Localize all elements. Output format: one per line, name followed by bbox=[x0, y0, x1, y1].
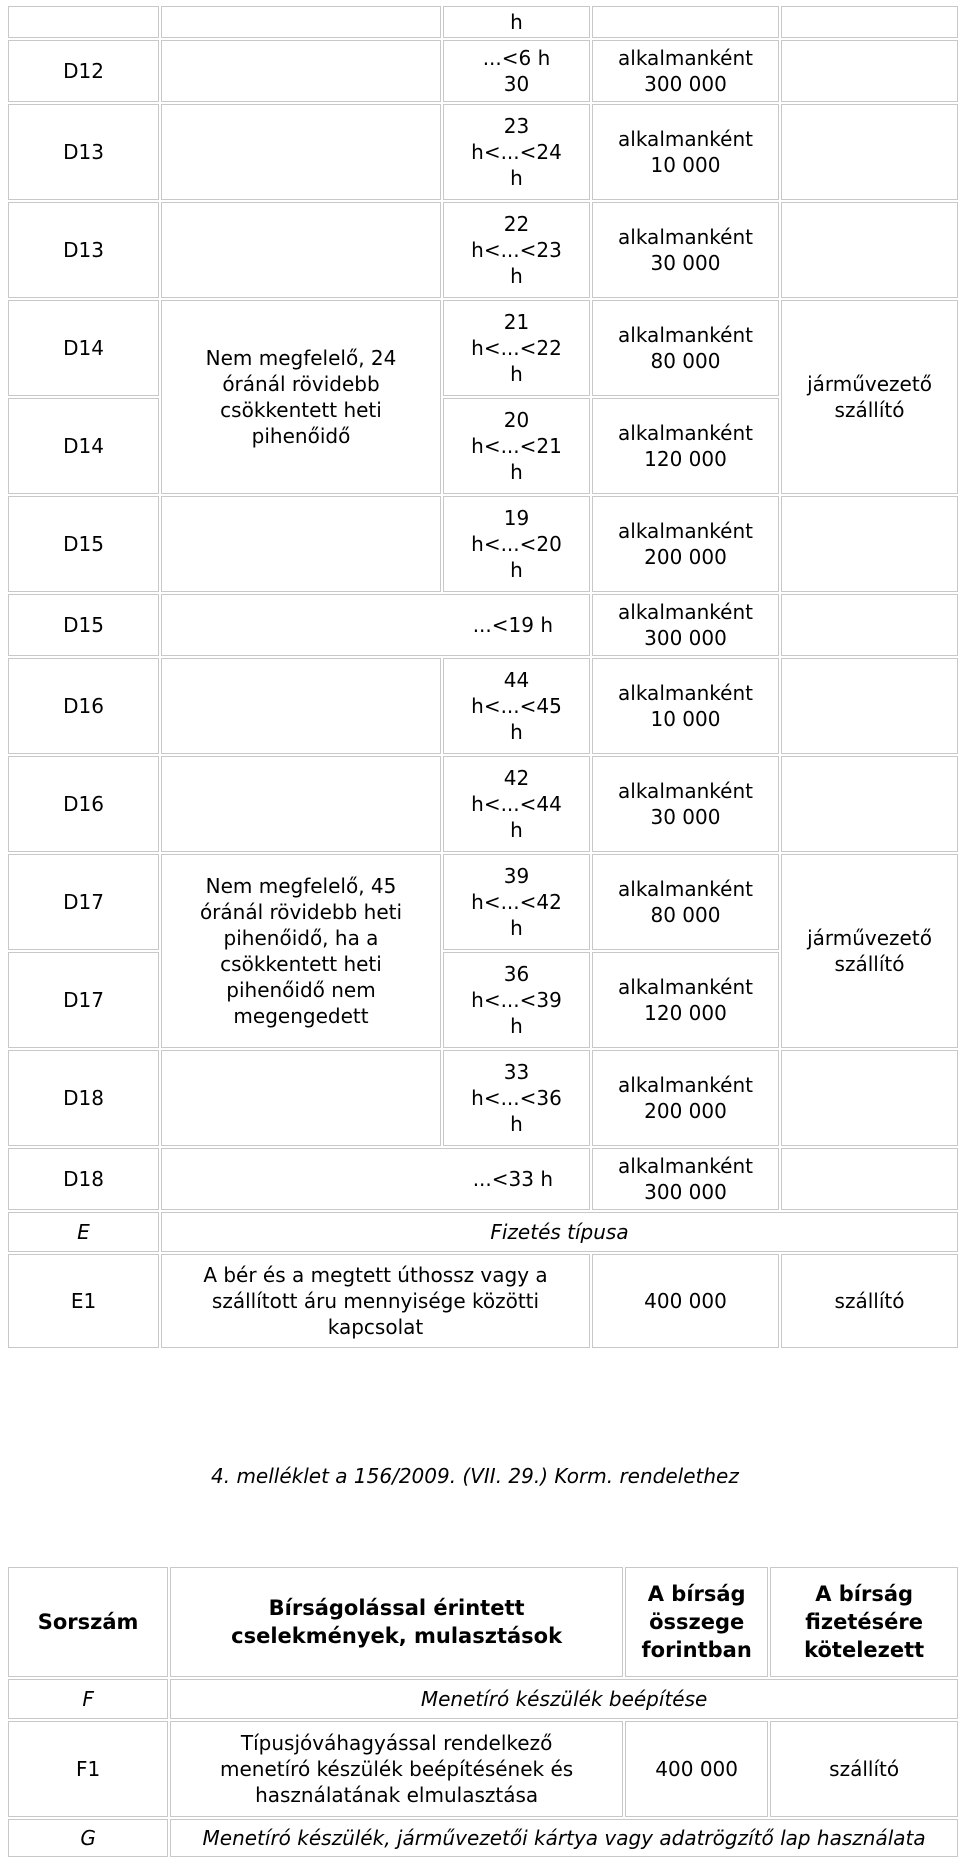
description-cell bbox=[161, 6, 441, 38]
liable-cell bbox=[781, 594, 958, 656]
amount-cell: alkalmanként 300 000 bbox=[592, 40, 779, 102]
amount-cell: alkalmanként 200 000 bbox=[592, 1050, 779, 1146]
range-cell: 22 h<...<23 h bbox=[443, 202, 590, 298]
code-cell: D16 bbox=[8, 756, 159, 852]
annex-note: 4. melléklet a 156/2009. (VII. 29.) Korm. rendelethez bbox=[211, 1464, 739, 1488]
liable-cell bbox=[781, 40, 958, 102]
range-cell: h bbox=[443, 6, 590, 38]
section-row-f bbox=[8, 1679, 958, 1719]
table-row bbox=[8, 658, 958, 754]
amount-cell: 400 000 bbox=[625, 1721, 768, 1817]
liable-cell bbox=[781, 6, 958, 38]
section-title: Menetíró készülék beépítése bbox=[170, 1679, 958, 1719]
table-row bbox=[8, 40, 958, 102]
header-acts: Bírságolással érintett cselekmények, mulasztások bbox=[170, 1567, 623, 1677]
table-row bbox=[8, 1721, 958, 1817]
code-cell: D17 bbox=[8, 854, 159, 950]
range-cell: 36 h<...<39 h bbox=[443, 952, 590, 1048]
table-row bbox=[8, 1050, 958, 1146]
code-cell: F1 bbox=[8, 1721, 168, 1817]
table-row bbox=[8, 756, 958, 852]
amount-cell: alkalmanként 10 000 bbox=[592, 658, 779, 754]
range-cell: 42 h<...<44 h bbox=[443, 756, 590, 852]
range-cell: 23 h<...<24 h bbox=[443, 104, 590, 200]
description-cell bbox=[161, 1050, 441, 1146]
range-cell: ...<19 h bbox=[161, 594, 590, 656]
section-code: E bbox=[8, 1212, 159, 1252]
code-cell: D16 bbox=[8, 658, 159, 754]
amount-cell: alkalmanként 80 000 bbox=[592, 300, 779, 396]
range-cell: 39 h<...<42 h bbox=[443, 854, 590, 950]
amount-cell bbox=[592, 6, 779, 38]
liable-cell bbox=[781, 104, 958, 200]
table-row bbox=[8, 1254, 958, 1348]
section-title: Fizetés típusa bbox=[161, 1212, 958, 1252]
table-row bbox=[8, 104, 958, 200]
table-row bbox=[8, 1148, 958, 1210]
amount-cell: alkalmanként 120 000 bbox=[592, 398, 779, 494]
code-cell: D18 bbox=[8, 1050, 159, 1146]
group2-description: Nem megfelelő, 45 óránál rövidebb heti pihenőidő, ha a csökkentett heti pihenőidő nem megengedett bbox=[161, 854, 441, 1048]
code-cell: E1 bbox=[8, 1254, 159, 1348]
code-cell bbox=[8, 6, 159, 38]
amount-cell: alkalmanként 300 000 bbox=[592, 594, 779, 656]
liable-cell bbox=[781, 1148, 958, 1210]
amount-cell: alkalmanként 300 000 bbox=[592, 1148, 779, 1210]
range-cell: 19 h<...<20 h bbox=[443, 496, 590, 592]
description-cell: Típusjóváhagyással rendelkező menetíró készülék beépítésének és használatának elmulasztása bbox=[170, 1721, 623, 1817]
liable-cell bbox=[781, 496, 958, 592]
description-cell: A bér és a megtett úthossz vagy a szállított áru mennyisége közötti kapcsolat bbox=[161, 1254, 590, 1348]
table-row bbox=[8, 854, 958, 950]
code-cell: D15 bbox=[8, 594, 159, 656]
code-cell: D14 bbox=[8, 398, 159, 494]
range-cell: 44 h<...<45 h bbox=[443, 658, 590, 754]
liable-cell bbox=[781, 658, 958, 754]
amount-cell: alkalmanként 120 000 bbox=[592, 952, 779, 1048]
fines-table-part-1 bbox=[6, 4, 960, 1350]
header-amount: A bírság összege forintban bbox=[625, 1567, 768, 1677]
code-cell: D13 bbox=[8, 202, 159, 298]
description-cell bbox=[161, 202, 441, 298]
range-cell: ...<33 h bbox=[161, 1148, 590, 1210]
description-cell bbox=[161, 104, 441, 200]
header-serial: Sorszám bbox=[8, 1567, 168, 1677]
amount-cell: alkalmanként 10 000 bbox=[592, 104, 779, 200]
code-cell: D18 bbox=[8, 1148, 159, 1210]
liable-cell: szállító bbox=[770, 1721, 958, 1817]
description-cell bbox=[161, 40, 441, 102]
code-cell: D12 bbox=[8, 40, 159, 102]
liable-cell bbox=[781, 202, 958, 298]
table-row bbox=[8, 202, 958, 298]
section-code: F bbox=[8, 1679, 168, 1719]
table-row bbox=[8, 496, 958, 592]
section-row-g bbox=[8, 1819, 958, 1857]
fines-table-part-2 bbox=[6, 1565, 960, 1859]
amount-cell: alkalmanként 200 000 bbox=[592, 496, 779, 592]
group1-liable: járművezető szállító bbox=[781, 300, 958, 494]
amount-cell: alkalmanként 80 000 bbox=[592, 854, 779, 950]
description-cell bbox=[161, 658, 441, 754]
section-code: G bbox=[8, 1819, 168, 1857]
range-cell: ...<6 h 30 bbox=[443, 40, 590, 102]
table-row bbox=[8, 594, 958, 656]
group2-liable: járművezető szállító bbox=[781, 854, 958, 1048]
description-cell bbox=[161, 756, 441, 852]
range-cell: 21 h<...<22 h bbox=[443, 300, 590, 396]
code-cell: D15 bbox=[8, 496, 159, 592]
code-cell: D14 bbox=[8, 300, 159, 396]
code-cell: D13 bbox=[8, 104, 159, 200]
amount-cell: 400 000 bbox=[592, 1254, 779, 1348]
header-liable: A bírság fizetésére kötelezett bbox=[770, 1567, 958, 1677]
liable-cell: szállító bbox=[781, 1254, 958, 1348]
amount-cell: alkalmanként 30 000 bbox=[592, 202, 779, 298]
section-title: Menetíró készülék, járművezetői kártya vagy adatrögzítő lap használata bbox=[170, 1819, 958, 1857]
amount-cell: alkalmanként 30 000 bbox=[592, 756, 779, 852]
range-cell: 20 h<...<21 h bbox=[443, 398, 590, 494]
header-row bbox=[8, 1567, 958, 1677]
section-row-e bbox=[8, 1212, 958, 1252]
code-cell: D17 bbox=[8, 952, 159, 1048]
range-cell: 33 h<...<36 h bbox=[443, 1050, 590, 1146]
liable-cell bbox=[781, 756, 958, 852]
table-row bbox=[8, 6, 958, 38]
description-cell bbox=[161, 496, 441, 592]
group1-description: Nem megfelelő, 24 óránál rövidebb csökkentett heti pihenőidő bbox=[161, 300, 441, 494]
table-row bbox=[8, 300, 958, 396]
liable-cell bbox=[781, 1050, 958, 1146]
